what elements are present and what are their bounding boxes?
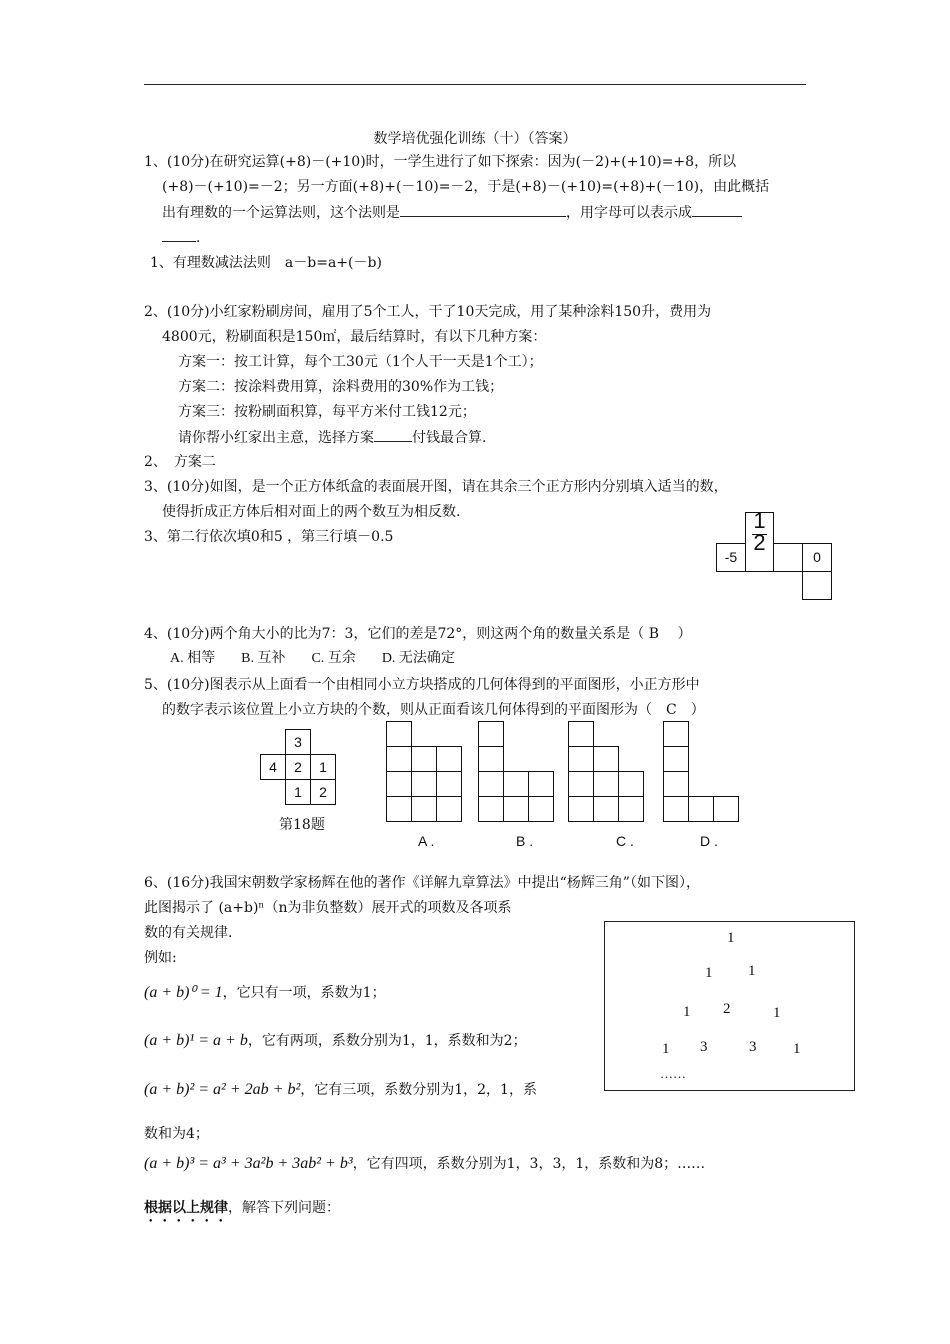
header-rule (144, 84, 806, 85)
block (478, 721, 504, 747)
q1-blank-2[interactable] (692, 202, 742, 217)
q6-e2 (144, 1080, 537, 1100)
q6-rule (144, 1198, 340, 1225)
q2-plan3: 方案三：按粉刷面积算，每平方米付工钱12元； (178, 404, 476, 420)
q2-ask-b: 付钱最合算. (412, 430, 487, 446)
tri-num: 1 (793, 1041, 801, 1057)
tri-num: 1 (705, 965, 713, 981)
block (663, 721, 689, 747)
q6-e0 (144, 982, 386, 1003)
net-cell-mid[interactable] (773, 543, 803, 572)
q6-line1: 6、(16分)我国宋朝数学家杨辉在他的著作《详解九章算法》中提出“杨辉三角”（如下图）， (144, 875, 700, 891)
tri-num: 2 (723, 1001, 731, 1017)
tri-num: 1 (773, 1005, 781, 1021)
e0-formula: (a + b)⁰ = 1 (144, 984, 223, 1001)
q2-line1: 2、(10分)小红家粉刷房间，雇用了5个工人，干了10天完成，用了某种涂料150升，费用为 (144, 304, 712, 320)
e2-text: ，它有三项，系数分别为1，2，1，系 (300, 1082, 537, 1098)
block (436, 771, 462, 797)
block (618, 771, 644, 797)
q1-answer: 1、有理数减法法则 a－b=a+(－b) (150, 255, 382, 271)
e3-formula: (a + b)³ = a³ + 3a²b + 3ab² + b³ (144, 1155, 353, 1172)
q6-e1 (144, 1031, 527, 1051)
block (568, 771, 594, 797)
grid-cell: 1 (310, 754, 336, 780)
q4-option-a: A. 相等 (170, 651, 216, 666)
q6-line3: 数的有关规律. (144, 925, 233, 941)
q2-blank[interactable] (374, 427, 412, 442)
q4-option-b: B. 互补 (241, 651, 286, 666)
block (568, 746, 594, 772)
q6-line2: 此图揭示了 (a+b)ⁿ（n为非负整数）展开式的项数及各项系 (144, 900, 512, 916)
grid-cell: 2 (285, 754, 311, 780)
block (663, 771, 689, 797)
block (568, 721, 594, 747)
tri-num: 1 (662, 1041, 670, 1057)
net-cell-left: -5 (716, 543, 746, 572)
q3-answer: 3、第二行依次填0和5 ，第三行填－0.5 (144, 529, 394, 545)
q5-line2: 的数字表示该位置上小立方块的个数，则从正面看该几何体得到的平面图形为（ C ） (162, 702, 705, 718)
e0-text: ，它只有一项，系数为1； (222, 985, 386, 1001)
grid-cell: 3 (285, 729, 311, 755)
block (528, 771, 554, 797)
e1-text: ，它有两项，系数分别为1，1，系数和为2； (247, 1033, 527, 1049)
net-frac-den: 2 (753, 530, 766, 555)
q1-line3-a: 出有理数的一个运算法则，这个法则是 (162, 205, 400, 221)
net-cell-bottom[interactable] (802, 571, 832, 600)
q1-line2: (+8)－(+10)=－2；另一方面(+8)+(－10)=－2，于是(+8)－(+10)=(+8)+(－10)，由此概括 (162, 179, 770, 195)
option-a-label: A . (418, 833, 435, 849)
option-d-label: D . (700, 833, 718, 849)
block (713, 796, 739, 822)
block (411, 746, 437, 772)
block (386, 746, 412, 772)
tri-num: 1 (727, 930, 735, 946)
q4-option-d: D. 无法确定 (381, 651, 455, 666)
q2-ask (178, 427, 486, 448)
grid-cell: 4 (260, 754, 286, 780)
block (528, 796, 554, 822)
page-title: 数学培优强化训练（十）（答案） (373, 131, 577, 147)
e2-formula: (a + b)² = a² + 2ab + b² (144, 1081, 301, 1098)
tri-num: 3 (749, 1039, 757, 1055)
q4-option-c: C. 互余 (311, 651, 356, 666)
tri-num: 1 (748, 963, 756, 979)
q5-caption: 第18题 (279, 817, 325, 833)
q4-line1: 4、(10分)两个角大小的比为7：3，它们的差是72°，则这两个角的数量关系是（ B ） (144, 626, 692, 642)
q2-plan2: 方案二：按涂料费用算，涂料费用的30%作为工钱； (178, 379, 504, 395)
q2-ask-a: 请你帮小红家出主意，选择方案 (178, 430, 374, 446)
net-cell-top (745, 508, 774, 572)
q1-line4-dot: . (196, 230, 201, 246)
block (436, 796, 462, 822)
q1-line4 (162, 227, 200, 248)
q4-options (170, 649, 455, 669)
block (503, 771, 529, 797)
net-cell-right: 0 (802, 543, 832, 572)
block (503, 796, 529, 822)
q2-line2: 4800元，粉刷面积是150㎡，最后结算时，有以下几种方案： (162, 329, 547, 345)
q6-example: 例如: (144, 950, 177, 966)
block (568, 796, 594, 822)
q2-plan1: 方案一：按工计算，每个工30元（1个人干一天是1个工）； (178, 354, 543, 370)
rule-bold: 根据以上规律 (144, 1200, 228, 1216)
block (478, 771, 504, 797)
block (593, 746, 619, 772)
block (593, 771, 619, 797)
q3-line2: 使得折成正方体后相对面上的两个数互为相反数. (162, 504, 461, 520)
block (663, 746, 689, 772)
block (688, 796, 714, 822)
e1-formula: (a + b)¹ = a + b (144, 1032, 248, 1049)
block (411, 771, 437, 797)
block (411, 796, 437, 822)
q1-blank-2-cont[interactable] (162, 227, 196, 242)
grid-cell: 1 (285, 779, 311, 805)
option-b-label: B . (516, 833, 534, 849)
grid-cell: 2 (310, 779, 336, 805)
block (386, 771, 412, 797)
q1-line1: 1、(10分)在研究运算(+8)－(+10)时，一学生进行了如下探索：因为(－2)+(+10)=+8，所以 (144, 154, 737, 170)
block (618, 796, 644, 822)
block (386, 721, 412, 747)
q6-e2-cont: 数和为4； (144, 1126, 209, 1142)
option-c-label: C . (616, 833, 634, 849)
q5-line1: 5、(10分)图表示从上面看一个由相同小立方块搭成的几何体得到的平面图形，小正方形中 (144, 677, 700, 693)
q1-blank-1[interactable] (400, 202, 566, 217)
tri-dots: …… (660, 1066, 686, 1081)
block (663, 796, 689, 822)
e3-text: ，它有四项，系数分别为1，3，3，1，系数和为8；…… (352, 1156, 706, 1172)
rule-rest: ，解答下列问题： (228, 1200, 340, 1216)
q2-answer: 2、 方案二 (144, 454, 216, 470)
block (478, 796, 504, 822)
q6-e3 (144, 1154, 705, 1174)
net-frac-num: 1 (753, 508, 766, 533)
yanghui-triangle (604, 921, 855, 1091)
tri-num: 3 (700, 1039, 708, 1055)
q3-line1: 3、(10分)如图，是一个正方体纸盒的表面展开图，请在其余三个正方形内分别填入适当的数， (144, 479, 728, 495)
q1-line3 (162, 202, 742, 223)
block (593, 796, 619, 822)
q1-line3-b: ，用字母可以表示成 (566, 205, 692, 221)
block (436, 746, 462, 772)
block (386, 796, 412, 822)
tri-num: 1 (683, 1004, 691, 1020)
block (478, 746, 504, 772)
